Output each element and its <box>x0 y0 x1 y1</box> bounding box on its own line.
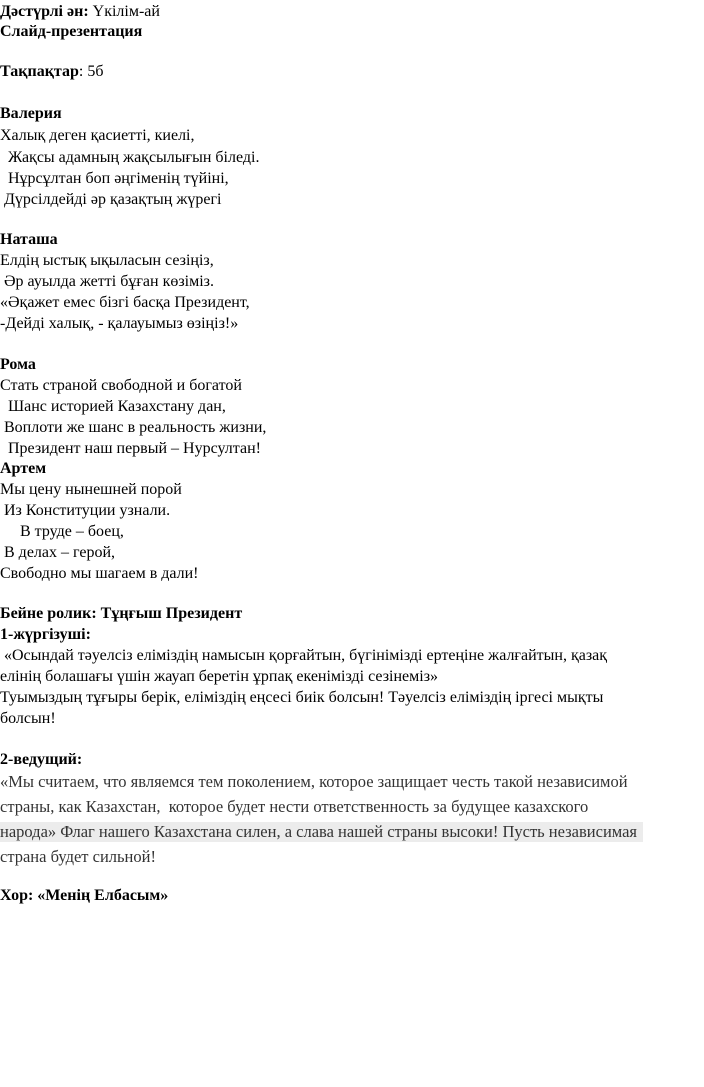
host2-line: страны, как Казахстан, которое будет нести ответственность за будущее казахского <box>0 797 589 816</box>
verse-line: Из Конституции узнали. <box>0 502 171 519</box>
song-title: Үкілім-ай <box>88 3 160 20</box>
speaker-name: Артем <box>0 460 47 477</box>
verse-line: Нұрсұлтан боп әңгіменің түйіні, <box>0 170 229 187</box>
verse-line: Әр ауылда жетті бұған көзіміз. <box>0 273 214 290</box>
verse-line: В делах – герой, <box>0 544 116 561</box>
verse-line: Шанс историей Казахстану дан, <box>0 398 226 415</box>
host2-line: «Мы считаем, что являемся тем поколением, которое защищает честь такой независимой <box>0 772 628 791</box>
verse-line: Халық деген қасиетті, киелі, <box>0 127 195 144</box>
host1-line: Туымыздың тұғыры берік, еліміздің еңсесі биік болсын! Тәуелсіз еліміздің іргесі мықты <box>0 689 604 706</box>
choir-heading: Хор: «Менің Елбасым» <box>0 887 169 904</box>
speaker-name: Рома <box>0 356 36 373</box>
verse-line: Стать страной свободной и богатой <box>0 377 242 394</box>
host1-line: «Осындай тәуелсіз еліміздің намысын қорғайтын, бүгінімізді ертеңіне жалғайтын, қазақ <box>0 647 608 664</box>
host2-heading: 2-ведущий: <box>0 751 83 768</box>
topic-line <box>0 62 103 82</box>
speaker-name: Наташа <box>0 231 58 248</box>
speaker-name: Валерия <box>0 105 62 122</box>
topic-value: : 5б <box>78 63 104 80</box>
verse-line: -Дейді халық, - қалауымыз өзіңіз!» <box>0 315 239 332</box>
host1-heading: 1-жүргізуші: <box>0 626 91 643</box>
host2-line: народа» Флаг нашего Казахстана силен, а слава нашей страны высоки! Пусть независимая <box>0 822 643 842</box>
video-heading: Бейне ролик: Тұңғыш Президент <box>0 605 243 622</box>
verse-line: Свободно мы шагаем в дали! <box>0 565 199 582</box>
verse-line: В труде – боец, <box>0 523 124 540</box>
verse-line: Дүрсілдейді әр қазақтың жүрегі <box>0 191 222 208</box>
host2-line: страна будет сильной! <box>0 847 156 866</box>
doc-type: Слайд-презентация <box>0 23 143 40</box>
verse-line: Мы цену нынешней порой <box>0 481 182 498</box>
verse-line: Жақсы адамның жақсылығын біледі. <box>0 149 260 166</box>
topic-label: Тақпақтар <box>0 63 79 80</box>
host1-line: болсын! <box>0 710 56 727</box>
verse-line: Воплоти же шанс в реальность жизни, <box>0 419 267 436</box>
host1-line: елінің болашағы үшін жауап беретін ұрпақ екенімізді сезінеміз» <box>0 668 439 685</box>
song-label: Дәстүрлі ән: <box>0 3 89 20</box>
verse-line: «Әқажет емес бізгі басқа Президент, <box>0 294 250 311</box>
song-line <box>0 2 160 22</box>
verse-line: Елдің ыстық ықыласын сезіңіз, <box>0 252 214 269</box>
verse-line: Президент наш первый – Нурсултан! <box>0 440 261 457</box>
